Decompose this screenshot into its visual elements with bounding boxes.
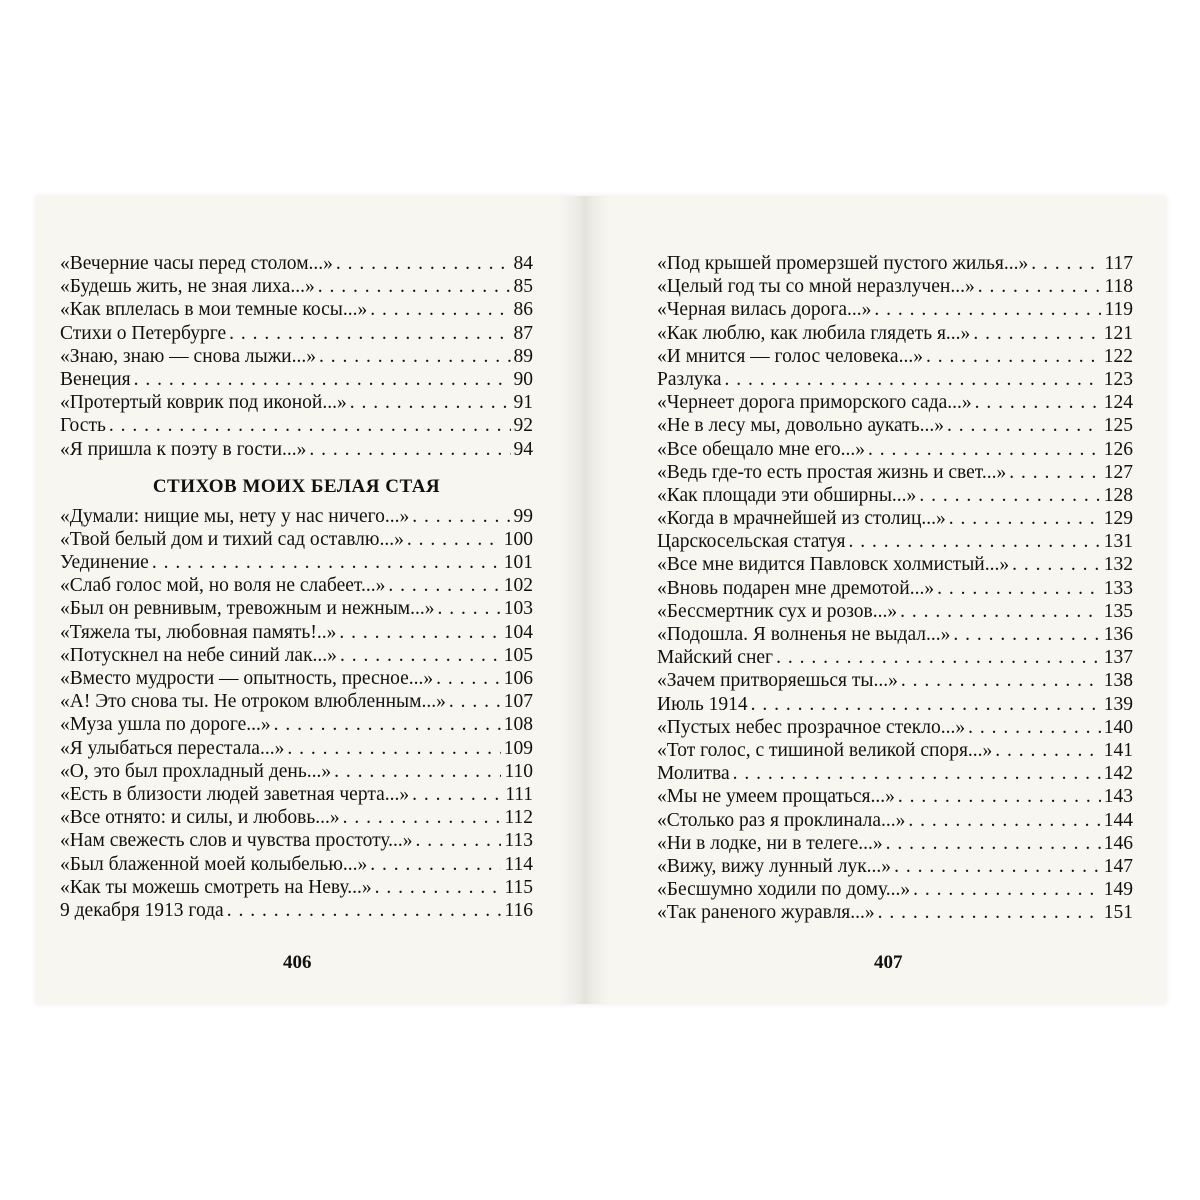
toc-entry [657, 646, 1133, 669]
dot-leader [407, 528, 501, 551]
toc-entry-title: «Есть в близости людей заветная черта...» [60, 783, 410, 805]
toc-entry-page: 110 [504, 760, 533, 782]
toc-entry-page: 117 [1104, 253, 1133, 274]
toc-entry-page: 89 [513, 345, 533, 367]
dot-leader [900, 600, 1101, 623]
dot-leader [776, 646, 1101, 669]
dot-leader [109, 414, 511, 437]
toc-entry-title: «Под крышей промерзшей пустого жилья...» [657, 253, 1029, 274]
dot-leader [436, 667, 501, 690]
toc-entry-page: 136 [1103, 624, 1133, 645]
dot-leader [134, 368, 511, 391]
toc-entry [657, 298, 1133, 321]
dot-leader [318, 275, 511, 298]
dot-leader [947, 414, 1101, 437]
dot-leader [901, 669, 1101, 692]
toc-entry-title: «Как ты можешь смотреть на Неву...» [60, 876, 372, 898]
toc-entry [60, 528, 533, 551]
toc-entry-title: «Когда в мрачнейшей из столиц...» [657, 508, 946, 530]
dot-leader [725, 368, 1101, 391]
dot-leader [343, 806, 502, 829]
toc-entry [60, 252, 533, 275]
toc-entry-page: 107 [503, 691, 533, 713]
toc-entry [60, 505, 533, 528]
toc-entry-page: 116 [504, 899, 533, 921]
toc-entry [657, 809, 1133, 832]
dot-leader [733, 762, 1101, 785]
toc-entry [657, 623, 1133, 646]
toc-entry-page: 108 [503, 714, 533, 736]
toc-entry [60, 806, 533, 829]
toc-entry [657, 855, 1133, 878]
toc-entry-title: «Как люблю, как любила глядеть я...» [657, 322, 971, 344]
toc-entry-title: «Был блаженной моей колыбелью...» [60, 853, 368, 875]
toc-entry-page: 144 [1103, 809, 1133, 831]
page-number-left: 406 [283, 952, 312, 973]
toc-entry [60, 438, 533, 461]
toc-entry [60, 899, 533, 922]
toc-entry-title: «Пустых небес прозрачное стекло...» [657, 716, 966, 738]
toc-entry [60, 713, 533, 736]
dot-leader [336, 252, 511, 275]
toc-entry-page: 102 [503, 575, 533, 597]
toc-entry [657, 785, 1133, 808]
toc-entry-title: «Не в лесу мы, довольно аукать...» [657, 415, 944, 437]
toc-entry-page: 94 [513, 438, 533, 460]
dot-leader [416, 829, 502, 852]
toc-entry-title: «И мнится — голос человека...» [657, 345, 923, 367]
dot-leader [1031, 252, 1101, 275]
toc-entry-title: «Вместо мудрости — опытность, пресное...» [60, 668, 434, 689]
toc-entry-page: 140 [1103, 716, 1133, 738]
toc-entry-title: Уединение [60, 552, 149, 574]
toc-entry-page: 138 [1103, 670, 1133, 692]
toc-entry [657, 345, 1133, 368]
toc-entry-page: 139 [1103, 693, 1133, 715]
toc-entry-page: 111 [505, 783, 533, 805]
toc-entry-title: Молитва [657, 763, 730, 785]
dot-leader [978, 275, 1102, 298]
toc-entry-title: «Ведь где-то есть простая жизнь и свет...» [657, 461, 1007, 483]
toc-entry-title: Майский снег [657, 647, 774, 669]
toc-entry [60, 551, 533, 574]
toc-entry-title: «Тот голос, с тишиной великой споря...» [657, 739, 993, 761]
toc-entry [60, 829, 533, 852]
toc-entry-page: 128 [1103, 484, 1133, 506]
dot-leader [370, 853, 501, 876]
toc-entry-page: 135 [1103, 600, 1133, 622]
toc-entry-page: 87 [513, 322, 533, 344]
dot-leader [412, 783, 502, 806]
toc-entry [657, 832, 1133, 855]
dot-leader [868, 438, 1101, 461]
toc-entry-title: «Чернеет дорога приморского сада...» [657, 392, 972, 414]
toc-entry-page: 84 [513, 253, 533, 274]
toc-entry-page: 143 [1103, 786, 1133, 808]
toc-entry-page: 125 [1103, 415, 1133, 437]
toc-entry-title: «Мы не умеем прощаться...» [657, 786, 895, 808]
dot-leader [339, 621, 500, 644]
toc-entry-title: «Так раненого журавля...» [657, 902, 875, 924]
toc-entry [657, 322, 1133, 345]
toc-entry-title: 9 декабря 1913 года [60, 899, 224, 921]
toc-entry-page: 113 [504, 830, 533, 852]
toc-entry-title: Июль 1914 [657, 693, 748, 715]
toc-entry-page: 141 [1103, 739, 1133, 761]
toc-entry [657, 669, 1133, 692]
toc-entry [60, 322, 533, 345]
toc-entry [657, 275, 1133, 298]
toc-entry-page: 115 [504, 876, 533, 898]
toc-entry [657, 693, 1133, 716]
toc-entry-page: 86 [513, 299, 533, 321]
dot-leader [975, 391, 1101, 414]
toc-entry [60, 597, 533, 620]
toc-entry [657, 762, 1133, 785]
toc-entry-title: «Вновь подарен мне дремотой...» [657, 577, 935, 599]
toc-entry-title: «Как вплелась в мои темные косы...» [60, 299, 368, 321]
dot-leader [274, 713, 501, 736]
toc-entry [60, 876, 533, 899]
toc-entry [657, 553, 1133, 576]
toc-entry [60, 414, 533, 437]
toc-list-bottom [60, 505, 533, 922]
dot-leader [152, 551, 501, 574]
toc-entry-page: 121 [1103, 322, 1133, 344]
toc-entry-title: «Тяжела ты, любовная память!..» [60, 621, 337, 643]
toc-entry-title: «Протертый коврик под иконой...» [60, 392, 347, 414]
toc-entry-title: «Я улыбаться перестала...» [60, 737, 285, 759]
dot-leader [898, 785, 1101, 808]
toc-entry-page: 101 [503, 552, 533, 574]
left-page [60, 252, 533, 922]
toc-entry-title: «Думали: нищие мы, нету у нас ничего...» [60, 505, 410, 527]
book-gutter [560, 196, 610, 1004]
toc-entry-page: 118 [1104, 276, 1133, 298]
toc-entry [60, 345, 533, 368]
toc-entry-page: 149 [1103, 879, 1133, 901]
toc-entry-page: 147 [1103, 855, 1133, 877]
toc-entry-page: 109 [503, 737, 533, 759]
toc-entry [657, 600, 1133, 623]
toc-entry-title: «Я пришла к поэту в гости...» [60, 438, 307, 460]
dot-leader [350, 391, 511, 414]
toc-entry [657, 414, 1133, 437]
toc-entry [60, 298, 533, 321]
dot-leader [388, 574, 500, 597]
toc-entry-page: 133 [1103, 577, 1133, 599]
dot-leader [340, 644, 501, 667]
toc-entry-page: 103 [503, 598, 533, 620]
dot-leader [886, 832, 1101, 855]
toc-entry-page: 126 [1103, 438, 1133, 460]
toc-entry [657, 438, 1133, 461]
dot-leader [894, 855, 1101, 878]
toc-entry [60, 621, 533, 644]
dot-leader [919, 484, 1100, 507]
toc-entry [60, 667, 533, 690]
toc-entry-title: «Был он ревнивым, тревожным и нежным...» [60, 598, 435, 620]
dot-leader [227, 899, 502, 922]
toc-entry-title: «Вижу, вижу лунный лук...» [657, 855, 892, 877]
toc-entry [60, 391, 533, 414]
toc-entry [657, 507, 1133, 530]
toc-entry-title: «Подошла. Я волненья не выдал...» [657, 624, 951, 645]
toc-entry-page: 92 [513, 415, 533, 437]
dot-leader [1009, 461, 1101, 484]
toc-entry-title: «Ни в лодке, ни в телеге...» [657, 832, 883, 854]
toc-entry-title: «Бесшумно ходили по дому...» [657, 879, 911, 901]
toc-entry [60, 783, 533, 806]
toc-entry-title: Царскосельская статуя [657, 531, 846, 553]
toc-entry [657, 368, 1133, 391]
toc-entry [657, 901, 1133, 924]
dot-leader [973, 322, 1100, 345]
dot-leader [848, 530, 1100, 553]
toc-entry-title: «Знаю, знаю — снова лыжи...» [60, 345, 316, 367]
toc-entry-title: «Целый год ты со мной неразлучен...» [657, 276, 975, 298]
right-page [657, 252, 1133, 924]
toc-entry-title: «Все отнято: и силы, и любовь...» [60, 807, 340, 829]
toc-entry-page: 105 [503, 644, 533, 666]
dot-leader [968, 716, 1101, 739]
toc-entry-title: Разлука [657, 368, 722, 390]
toc-entry-page: 90 [513, 368, 533, 390]
toc-entry-page: 112 [504, 807, 533, 829]
dot-leader [874, 298, 1101, 321]
toc-entry-page: 106 [503, 668, 533, 689]
toc-entry-title: Гость [60, 415, 106, 437]
dot-leader [309, 438, 510, 461]
dot-leader [908, 809, 1100, 832]
toc-entry [657, 461, 1133, 484]
dot-leader [319, 345, 511, 368]
toc-entry-title: «О, это был прохладный день...» [60, 760, 332, 782]
toc-entry-page: 100 [503, 528, 533, 550]
toc-entry-page: 85 [513, 276, 533, 298]
toc-entry [657, 577, 1133, 600]
dot-leader [334, 760, 501, 783]
toc-entry-page: 99 [513, 505, 533, 527]
dot-leader [375, 876, 502, 899]
toc-entry-page: 123 [1103, 368, 1133, 390]
toc-entry-title: «Все мне видится Павловск холмистый...» [657, 554, 1010, 576]
toc-entry [657, 484, 1133, 507]
toc-entry-page: 122 [1103, 345, 1133, 367]
toc-entry [60, 737, 533, 760]
dot-leader [751, 693, 1101, 716]
dot-leader [1012, 553, 1101, 576]
toc-entry-title: «Столько раз я проклинала...» [657, 809, 906, 831]
toc-entry [60, 644, 533, 667]
toc-entry-title: «А! Это снова ты. Не отроком влюбленным...» [60, 691, 446, 713]
toc-entry-title: «Будешь жить, не зная лиха...» [60, 276, 315, 298]
toc-entry [60, 760, 533, 783]
dot-leader [287, 737, 500, 760]
dot-leader [370, 298, 510, 321]
toc-entry-title: «Бессмертник сух и розов...» [657, 600, 898, 622]
toc-list [657, 252, 1133, 924]
toc-entry-title: «Как площади эти обширны...» [657, 484, 917, 506]
dot-leader [937, 577, 1101, 600]
section-heading: СТИХОВ МОИХ БЕЛАЯ СТАЯ [152, 475, 441, 497]
dot-leader [229, 322, 510, 345]
toc-entry-title: «Все обещало мне его...» [657, 438, 866, 460]
dot-leader [412, 505, 510, 528]
toc-entry-title: «Нам свежесть слов и чувства простоту...» [60, 830, 413, 852]
toc-entry [657, 878, 1133, 901]
dot-leader [449, 690, 501, 713]
toc-entry-page: 132 [1103, 554, 1133, 576]
toc-entry-page: 151 [1103, 902, 1133, 924]
toc-list-top [60, 252, 533, 461]
toc-entry [60, 275, 533, 298]
dot-leader [995, 739, 1100, 762]
toc-entry [657, 739, 1133, 762]
toc-entry-page: 137 [1103, 647, 1133, 669]
toc-entry-page: 91 [513, 392, 533, 414]
dot-leader [878, 901, 1101, 924]
toc-entry-page: 119 [1104, 299, 1133, 321]
toc-entry-page: 114 [504, 853, 533, 875]
toc-entry [657, 252, 1133, 275]
toc-entry-title: «Потускнел на небе синий лак...» [60, 644, 337, 666]
toc-entry-page: 142 [1103, 763, 1133, 785]
toc-entry-title: Стихи о Петербурге [60, 322, 227, 344]
dot-leader [437, 597, 500, 620]
toc-entry-page: 131 [1103, 531, 1133, 553]
toc-entry [657, 716, 1133, 739]
toc-entry-page: 127 [1103, 461, 1133, 483]
toc-entry-title: Венеция [60, 368, 131, 390]
dot-leader [949, 507, 1101, 530]
toc-entry-title: «Вечерние часы перед столом...» [60, 253, 333, 274]
dot-leader [953, 623, 1100, 646]
page-number-right: 407 [874, 952, 903, 973]
toc-entry-title: «Зачем притворяешься ты...» [657, 670, 898, 692]
toc-entry-title: «Черная вилась дорога...» [657, 299, 872, 321]
toc-entry [657, 391, 1133, 414]
toc-entry-page: 129 [1103, 508, 1133, 530]
toc-entry-title: «Слаб голос мой, но воля не слабеет...» [60, 575, 386, 597]
toc-entry [657, 530, 1133, 553]
dot-leader [926, 345, 1101, 368]
toc-entry [60, 574, 533, 597]
toc-entry-title: «Муза ушла по дороге...» [60, 714, 271, 736]
toc-entry-page: 124 [1103, 392, 1133, 414]
toc-entry [60, 368, 533, 391]
toc-entry [60, 853, 533, 876]
toc-entry-page: 104 [503, 621, 533, 643]
toc-entry-title: «Твой белый дом и тихий сад оставлю...» [60, 528, 404, 550]
dot-leader [913, 878, 1101, 901]
toc-entry-page: 146 [1103, 832, 1133, 854]
toc-entry [60, 690, 533, 713]
